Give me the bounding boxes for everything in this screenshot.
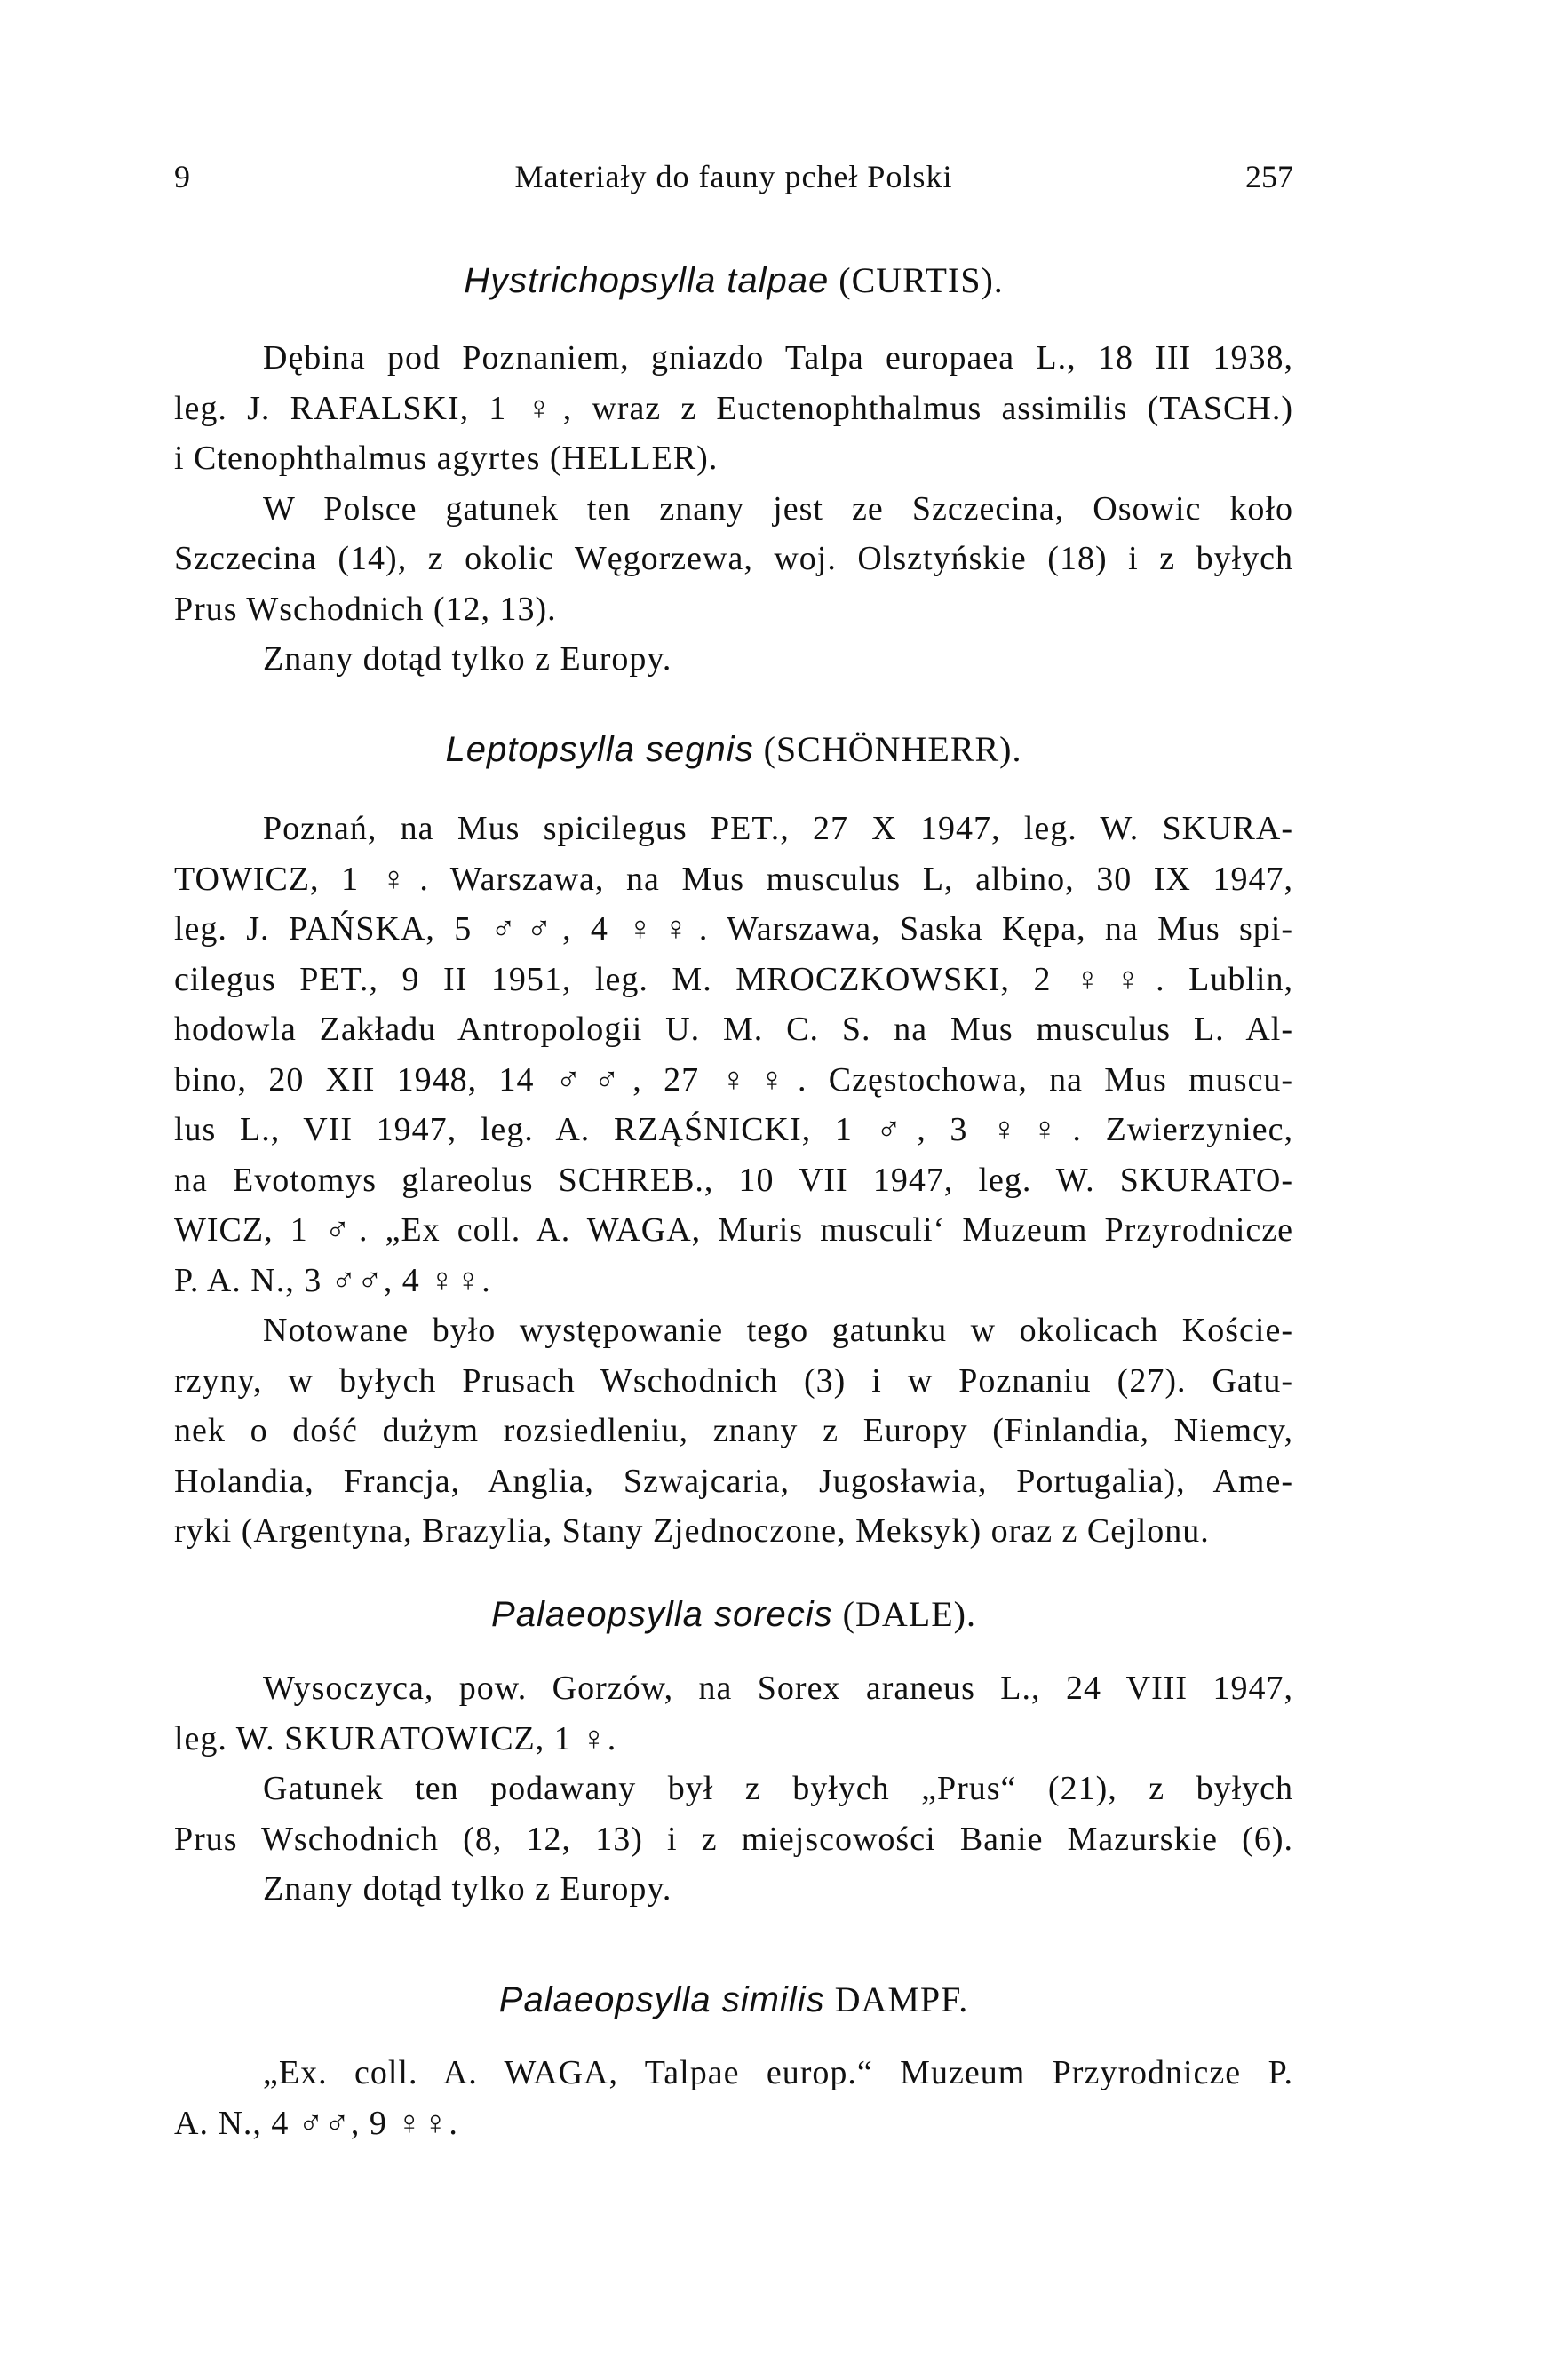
text-line: Poznań, na Mus spicilegus PET., 27 X 1947, leg. W. SKURA-	[263, 810, 1293, 847]
page-number-right: 257	[1245, 159, 1293, 194]
text-line: TOWICZ, 1 ♀. Warszawa, na Mus musculus L, albino, 30 IX 1947,	[174, 860, 1293, 898]
running-title: Materiały do fauny pcheł Polski	[514, 159, 953, 194]
text-line: leg. J. PAŃSKA, 5 ♂♂, 4 ♀♀. Warszawa, Saska Kępa, na Mus spi-	[174, 910, 1293, 948]
text-line: Prus Wschodnich (12, 13).	[174, 590, 557, 628]
text-line: P. A. N., 3 ♂♂, 4 ♀♀.	[174, 1261, 491, 1299]
text-line: lus L., VII 1947, leg. A. RZĄŚNICKI, 1 ♂, 3 ♀♀. Zwierzyniec,	[174, 1111, 1293, 1148]
text-line: WICZ, 1 ♂. „Ex coll. A. WAGA, Muris musculi‘ Muzeum Przyrodnicze	[174, 1211, 1293, 1249]
text-line: na Evotomys glareolus SCHREB., 10 VII 1947, leg. W. SKURATO-	[174, 1161, 1293, 1199]
species-author: (SCHÖNHERR).	[763, 729, 1022, 769]
section-text-leptopsylla	[174, 804, 1293, 1557]
species-author: (DALE).	[842, 1594, 976, 1634]
text-line: leg. J. RAFALSKI, 1 ♀, wraz z Euctenophthalmus assimilis (TASCH.)	[174, 389, 1293, 427]
species-name: Hystrichopsylla talpae	[464, 261, 830, 300]
text-line: Holandia, Francja, Anglia, Szwajcaria, Jugosławia, Portugalia), Ame-	[174, 1462, 1293, 1500]
text-line: Znany dotąd tylko z Europy.	[263, 640, 672, 678]
text-line: Wysoczyca, pow. Gorzów, na Sorex araneus L., 24 VIII 1947,	[263, 1670, 1293, 1707]
text-line: ryki (Argentyna, Brazylia, Stany Zjednoczone, Meksyk) oraz z Cejlonu.	[174, 1512, 1210, 1550]
page-header	[174, 158, 1293, 211]
species-author: (CURTIS).	[839, 260, 1004, 300]
species-heading-leptopsylla	[174, 728, 1293, 770]
page-number-left: 9	[174, 159, 190, 194]
section-text-palaeopsylla-similis	[174, 2048, 1293, 2148]
text-line: Szczecina (14), z okolic Węgorzewa, woj. Olsztyńskie (18) i z byłych	[174, 540, 1293, 577]
section-text-palaeopsylla-sorecis	[174, 1663, 1293, 1915]
text-line: Notowane było występowanie tego gatunku w okolicach Koście-	[263, 1312, 1293, 1349]
text-line: bino, 20 XII 1948, 14 ♂♂, 27 ♀♀. Częstochowa, na Mus muscu-	[174, 1060, 1293, 1099]
text-line: i Ctenophthalmus agyrtes (HELLER).	[174, 440, 719, 477]
text-line: cilegus PET., 9 II 1951, leg. M. MROCZKOWSKI, 2 ♀♀. Lublin,	[174, 960, 1293, 998]
text-line: hodowla Zakładu Antropologii U. M. C. S. na Mus musculus L. Al-	[174, 1011, 1293, 1048]
species-name: Leptopsylla segnis	[445, 730, 754, 769]
text-line: A. N., 4 ♂♂, 9 ♀♀.	[174, 2104, 458, 2142]
text-line: rzyny, w byłych Prusach Wschodnich (3) i w Poznaniu (27). Gatu-	[174, 1361, 1293, 1400]
text-line: leg. W. SKURATOWICZ, 1 ♀.	[174, 1719, 617, 1757]
text-line: Prus Wschodnich (8, 12, 13) i z miejscowości Banie Mazurskie (6).	[174, 1820, 1293, 1858]
text-line: „Ex. coll. A. WAGA, Talpae europ.“ Muzeum Przyrodnicze P.	[263, 2054, 1293, 2091]
species-heading-palaeopsylla-similis	[174, 1979, 1293, 2020]
text-line: Dębina pod Poznaniem, gniazdo Talpa europaea L., 18 III 1938,	[263, 339, 1293, 377]
text-line: Znany dotąd tylko z Europy.	[263, 1870, 672, 1908]
section-text-hystrichopsylla	[174, 333, 1293, 685]
species-heading-palaeopsylla-sorecis	[174, 1593, 1293, 1635]
text-line: Gatunek ten podawany był z byłych „Prus“ (21), z byłych	[263, 1770, 1293, 1807]
species-name: Palaeopsylla sorecis	[491, 1595, 833, 1634]
species-author: DAMPF.	[834, 1979, 969, 2019]
species-heading-hystrichopsylla	[174, 259, 1293, 301]
text-line: nek o dość dużym rozsiedleniu, znany z Europy (Finlandia, Niemcy,	[174, 1412, 1293, 1449]
text-line: W Polsce gatunek ten znany jest ze Szczecina, Osowic koło	[263, 489, 1293, 528]
species-name: Palaeopsylla similis	[498, 1980, 825, 2019]
